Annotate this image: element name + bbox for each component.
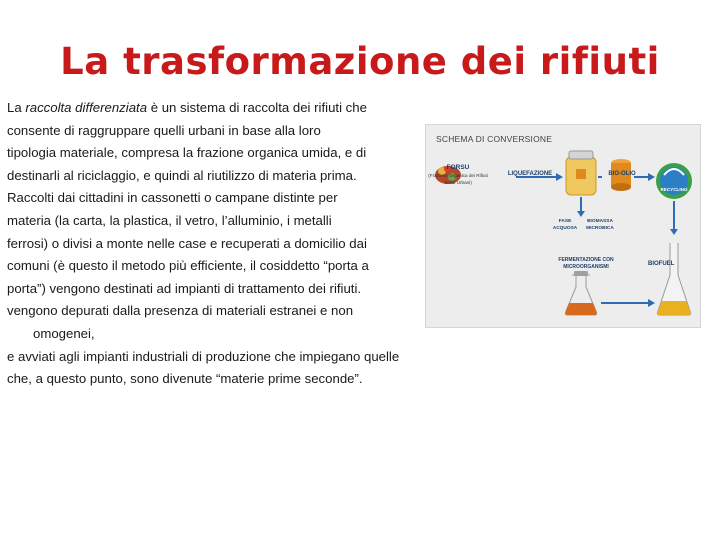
slide-title: La trasformazione dei rifiuti [60,40,660,83]
text-line: Raccolti dai cittadini in cassonetti o campane distinte per [7,190,338,206]
text-span: è un sistema di raccolta dei rifiuti che [147,100,367,115]
recycling-globe-icon [656,163,692,199]
conversion-schema-image [425,124,701,328]
text-line: che, a questo punto, sono divenute “materie prime seconde”. [7,371,363,387]
text-span: La [7,100,26,115]
text-line: omogenei, [33,325,95,341]
text-line: destinarli al riciclaggio, e quindi al riutilizzo di materia prima. [7,167,357,183]
recycling-label: RECYCLING [660,187,688,192]
fermentation-label: FERMENTAZIONE CON MICROORGANISMI [558,257,614,270]
text-line: consente di raggruppare quelli urbani in base alla loro [7,122,321,138]
text-line [7,97,462,120]
emphasis-term: raccolta differenziata [25,100,148,115]
flask-icon [565,271,596,315]
text-line: materia (la carta, la plastica, il vetro, l’alluminio, i metalli [7,212,332,228]
liquefazione-label: LIQUEFAZIONE [507,171,553,177]
arrow-icon [577,197,585,217]
text-line: e avviati agli impianti industriali di produzione che impiegano quelle [7,348,400,364]
liquefaction-vessel-icon [566,151,596,195]
body-paragraph [7,97,462,391]
aqueous-phase-label: FASE ACQUOSA [552,219,578,231]
bio-oil-label: BIO-OLIO [608,171,636,177]
forsu-label: FORSU [446,164,470,171]
text-line: tipologia materiale, compresa la frazione organica umida, e di [7,145,367,161]
forsu-description: (Frazione Organica dei Rifiuti Solidi Urbani) [428,173,488,185]
text-line: comuni (è questo il metodo più efficiente, il cosiddetto “porta a [7,258,369,274]
biofuel-flask-icon [657,243,690,315]
arrow-icon [670,201,678,235]
text-line: vengono depurati dalla presenza di materiali estranei e non [7,303,354,319]
biofuel-label: BIOFUEL [648,261,675,267]
text-line: porta”) vengono destinati ad impianti di trattamento dei rifiuti. [7,280,362,296]
arrow-icon [601,299,655,307]
text-line: ferrosi) o divisi a monte nelle case e recuperati a domicilio dai [7,235,367,251]
microbial-biomass-label: BIOMASSA MICROBICA [586,219,614,231]
schema-title: SCHEMA DI CONVERSIONE [436,134,553,144]
